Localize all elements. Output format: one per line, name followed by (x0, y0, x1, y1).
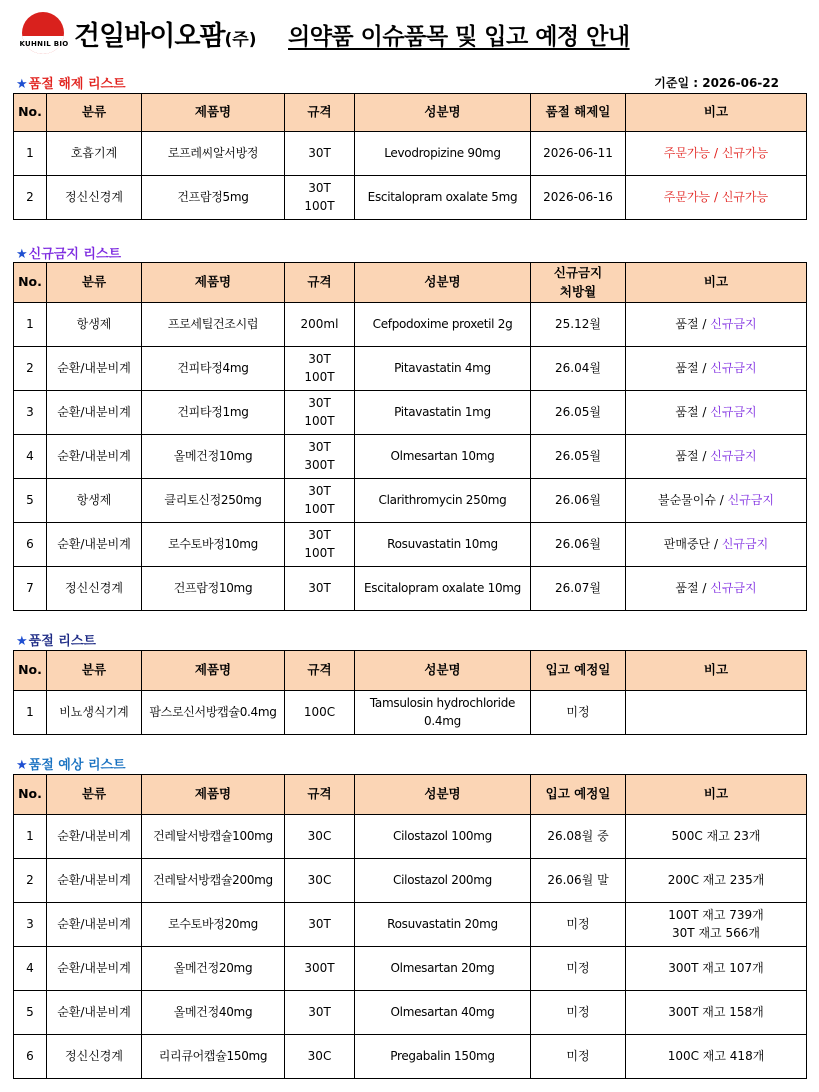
header-col-no: No. (14, 263, 47, 303)
col-spec-cell: 30T 100T (285, 479, 355, 523)
col-category-cell: 정신신경계 (47, 176, 142, 220)
col-no-cell: 6 (14, 1035, 47, 1079)
ban-table (13, 262, 807, 611)
col-no-cell: 3 (14, 391, 47, 435)
col-date-cell: 2026-06-11 (531, 132, 626, 176)
col-product-cell: 클리토신정250mg (142, 479, 285, 523)
section-title-ban: ★신규금지 리스트 (16, 247, 122, 262)
table-row (14, 303, 807, 347)
note-action: 신규금지 (710, 580, 757, 595)
header-col-no: No. (14, 651, 47, 691)
header-col-spec: 규격 (285, 263, 355, 303)
col-product-cell: 건피타정1mg (142, 391, 285, 435)
col-date-cell: 2026-06-16 (531, 176, 626, 220)
col-note-cell: 100T 재고 739개 30T 재고 566개 (626, 903, 807, 947)
header-col-product: 제품명 (142, 263, 285, 303)
note-status: 주문가능 (663, 189, 711, 204)
table-row (14, 523, 807, 567)
col-date-cell: 26.05월 (531, 435, 626, 479)
col-spec-cell: 30T (285, 991, 355, 1035)
table-header-row (14, 775, 807, 815)
col-ingredient-cell: Olmesartan 20mg (355, 947, 531, 991)
col-product-cell: 건프람정5mg (142, 176, 285, 220)
col-category-cell: 항생제 (47, 303, 142, 347)
header-col-ingredient: 성분명 (355, 263, 531, 303)
col-no-cell: 2 (14, 176, 47, 220)
col-category-cell: 항생제 (47, 479, 142, 523)
header-col-note: 비고 (626, 263, 807, 303)
note-separator: / (710, 145, 722, 160)
col-ingredient-cell: Pitavastatin 1mg (355, 391, 531, 435)
col-category-cell: 호흡기계 (47, 132, 142, 176)
note-status: 불순물이슈 (657, 492, 716, 507)
company-suffix: (주) (224, 30, 257, 50)
header-col-date: 품절 해제일 (531, 94, 626, 132)
col-spec-cell: 30T 100T (285, 523, 355, 567)
note-status: 주문가능 (663, 145, 711, 160)
col-note-cell (626, 479, 807, 523)
col-spec-cell: 30T 300T (285, 435, 355, 479)
col-date-cell: 26.06월 (531, 523, 626, 567)
section-title-expected: ★품절 예상 리스트 (16, 758, 126, 773)
col-ingredient-cell: Levodropizine 90mg (355, 132, 531, 176)
note-status: 품절 (675, 360, 699, 375)
col-ingredient-cell: Cefpodoxime proxetil 2g (355, 303, 531, 347)
col-note-cell: 300T 재고 107개 (626, 947, 807, 991)
col-category-cell: 순환/내분비계 (47, 947, 142, 991)
col-note-cell: 100C 재고 418개 (626, 1035, 807, 1079)
table-row (14, 176, 807, 220)
section-title-soldout: ★품절 리스트 (16, 634, 96, 649)
col-note-cell (626, 303, 807, 347)
note-separator: / (710, 189, 722, 204)
table-row (14, 947, 807, 991)
table-header-row (14, 263, 807, 303)
col-product-cell: 건레탈서방캡슐100mg (142, 815, 285, 859)
col-note-cell (626, 691, 807, 735)
col-category-cell: 순환/내분비계 (47, 523, 142, 567)
logo-subtext: KUHNIL BIO (19, 40, 69, 48)
col-product-cell: 올메건정10mg (142, 435, 285, 479)
col-category-cell: 순환/내분비계 (47, 903, 142, 947)
col-spec-cell: 300T (285, 947, 355, 991)
col-ingredient-cell: Cilostazol 100mg (355, 815, 531, 859)
note-separator: / (698, 316, 711, 331)
release-table (13, 93, 807, 220)
header-col-ingredient: 성분명 (355, 651, 531, 691)
note-separator: / (698, 448, 711, 463)
note-action: 신규금지 (721, 536, 769, 551)
header-col-note: 비고 (626, 94, 807, 132)
header-col-no: No. (14, 94, 47, 132)
col-no-cell: 2 (14, 347, 47, 391)
col-note-cell (626, 435, 807, 479)
note-action: 신규가능 (721, 189, 769, 204)
col-ingredient-cell: Olmesartan 10mg (355, 435, 531, 479)
col-date-cell: 26.06월 (531, 479, 626, 523)
header-col-note: 비고 (626, 775, 807, 815)
col-spec-cell: 30C (285, 859, 355, 903)
col-spec-cell: 30C (285, 815, 355, 859)
col-no-cell: 1 (14, 815, 47, 859)
col-ingredient-cell: Cilostazol 200mg (355, 859, 531, 903)
header-col-spec: 규격 (285, 651, 355, 691)
header-col-category: 분류 (47, 94, 142, 132)
star-icon: ★ (16, 634, 28, 649)
col-category-cell: 비뇨생식기계 (47, 691, 142, 735)
header-col-ingredient: 성분명 (355, 775, 531, 815)
company-name: 건일바이오팜(주) (74, 21, 257, 52)
col-category-cell: 순환/내분비계 (47, 815, 142, 859)
col-product-cell: 프로세틸건조시럽 (142, 303, 285, 347)
note-action: 신규금지 (710, 404, 757, 419)
col-note-cell: 500C 재고 23개 (626, 815, 807, 859)
header-col-spec: 규격 (285, 775, 355, 815)
note-separator: / (710, 536, 722, 551)
document-title: 의약품 이슈품목 및 입고 예정 안내 (288, 24, 630, 50)
header-col-date: 신규금지 처방월 (531, 263, 626, 303)
col-date-cell: 26.08월 중 (531, 815, 626, 859)
col-no-cell: 1 (14, 132, 47, 176)
col-no-cell: 5 (14, 991, 47, 1035)
col-date-cell: 미정 (531, 691, 626, 735)
header-col-note: 비고 (626, 651, 807, 691)
col-note-cell (626, 523, 807, 567)
col-date-cell: 미정 (531, 903, 626, 947)
col-product-cell: 로프레씨알서방정 (142, 132, 285, 176)
col-no-cell: 7 (14, 567, 47, 611)
col-product-cell: 올메건정20mg (142, 947, 285, 991)
table-row (14, 391, 807, 435)
col-product-cell: 팜스로신서방캡슐0.4mg (142, 691, 285, 735)
note-action: 신규금지 (710, 448, 757, 463)
col-date-cell: 25.12월 (531, 303, 626, 347)
col-ingredient-cell: Pitavastatin 4mg (355, 347, 531, 391)
col-note-cell (626, 391, 807, 435)
col-ingredient-cell: Pregabalin 150mg (355, 1035, 531, 1079)
star-icon: ★ (16, 77, 28, 92)
col-product-cell: 건프람정10mg (142, 567, 285, 611)
col-category-cell: 정신신경계 (47, 567, 142, 611)
col-ingredient-cell: Rosuvastatin 20mg (355, 903, 531, 947)
base-date: 기준일 : 2026-06-22 (654, 76, 779, 90)
header-col-category: 분류 (47, 651, 142, 691)
table-row (14, 991, 807, 1035)
table-header-row (14, 94, 807, 132)
col-product-cell: 올메건정40mg (142, 991, 285, 1035)
col-no-cell: 4 (14, 435, 47, 479)
table-row (14, 691, 807, 735)
col-spec-cell: 30C (285, 1035, 355, 1079)
col-ingredient-cell: Escitalopram oxalate 5mg (355, 176, 531, 220)
col-spec-cell: 200ml (285, 303, 355, 347)
col-category-cell: 순환/내분비계 (47, 391, 142, 435)
header-col-ingredient: 성분명 (355, 94, 531, 132)
note-status: 품절 (675, 580, 699, 595)
col-spec-cell: 30T 100T (285, 391, 355, 435)
table-row (14, 815, 807, 859)
note-separator: / (698, 360, 711, 375)
header-col-category: 분류 (47, 263, 142, 303)
col-date-cell: 26.05월 (531, 391, 626, 435)
col-date-cell: 26.04월 (531, 347, 626, 391)
soldout-table (13, 650, 807, 735)
col-ingredient-cell: Olmesartan 40mg (355, 991, 531, 1035)
header-col-spec: 규격 (285, 94, 355, 132)
col-spec-cell: 30T (285, 903, 355, 947)
col-category-cell: 순환/내분비계 (47, 859, 142, 903)
col-spec-cell: 30T (285, 567, 355, 611)
col-date-cell: 미정 (531, 947, 626, 991)
col-product-cell: 로수토바정10mg (142, 523, 285, 567)
col-note-cell: 200C 재고 235개 (626, 859, 807, 903)
col-ingredient-cell: Escitalopram oxalate 10mg (355, 567, 531, 611)
note-separator: / (698, 580, 711, 595)
table-row (14, 479, 807, 523)
table-row (14, 435, 807, 479)
header-col-product: 제품명 (142, 775, 285, 815)
table-row (14, 859, 807, 903)
col-product-cell: 리리큐어캡슐150mg (142, 1035, 285, 1079)
col-product-cell: 건레탈서방캡슐200mg (142, 859, 285, 903)
document-header (16, 10, 806, 54)
table-row (14, 347, 807, 391)
col-ingredient-cell: Tamsulosin hydrochloride 0.4mg (355, 691, 531, 735)
note-separator: / (698, 404, 711, 419)
header-col-product: 제품명 (142, 94, 285, 132)
col-no-cell: 2 (14, 859, 47, 903)
col-category-cell: 순환/내분비계 (47, 347, 142, 391)
note-action: 신규금지 (710, 316, 757, 331)
note-status: 품절 (675, 448, 699, 463)
star-icon: ★ (16, 247, 28, 262)
table-row (14, 903, 807, 947)
col-note-cell (626, 567, 807, 611)
header-col-no: No. (14, 775, 47, 815)
col-category-cell: 정신신경계 (47, 1035, 142, 1079)
col-note-cell (626, 132, 807, 176)
col-spec-cell: 30T 100T (285, 347, 355, 391)
header-col-date: 입고 예정일 (531, 775, 626, 815)
col-date-cell: 미정 (531, 1035, 626, 1079)
col-ingredient-cell: Rosuvastatin 10mg (355, 523, 531, 567)
header-col-product: 제품명 (142, 651, 285, 691)
col-category-cell: 순환/내분비계 (47, 991, 142, 1035)
col-ingredient-cell: Clarithromycin 250mg (355, 479, 531, 523)
col-no-cell: 3 (14, 903, 47, 947)
col-product-cell: 건피타정4mg (142, 347, 285, 391)
note-action: 신규금지 (727, 492, 774, 507)
note-separator: / (715, 492, 728, 507)
note-action: 신규가능 (721, 145, 769, 160)
col-date-cell: 미정 (531, 991, 626, 1035)
col-no-cell: 4 (14, 947, 47, 991)
section-title-release: ★품절 해제 리스트 (16, 77, 126, 92)
col-spec-cell: 30T 100T (285, 176, 355, 220)
col-category-cell: 순환/내분비계 (47, 435, 142, 479)
table-header-row (14, 651, 807, 691)
col-note-cell (626, 347, 807, 391)
expected-table (13, 774, 807, 1079)
col-no-cell: 1 (14, 691, 47, 735)
header-col-category: 분류 (47, 775, 142, 815)
col-spec-cell: 30T (285, 132, 355, 176)
note-status: 품절 (675, 404, 699, 419)
col-note-cell (626, 176, 807, 220)
star-icon: ★ (16, 758, 28, 773)
col-no-cell: 1 (14, 303, 47, 347)
col-spec-cell: 100C (285, 691, 355, 735)
table-row (14, 132, 807, 176)
col-no-cell: 6 (14, 523, 47, 567)
col-product-cell: 로수토바정20mg (142, 903, 285, 947)
table-row (14, 1035, 807, 1079)
note-action: 신규금지 (710, 360, 757, 375)
table-row (14, 567, 807, 611)
col-date-cell: 26.07월 (531, 567, 626, 611)
note-status: 품절 (675, 316, 699, 331)
col-no-cell: 5 (14, 479, 47, 523)
note-status: 판매중단 (663, 536, 711, 551)
header-col-date: 입고 예정일 (531, 651, 626, 691)
company-logo (16, 12, 72, 54)
col-date-cell: 26.06월 말 (531, 859, 626, 903)
col-note-cell: 300T 재고 158개 (626, 991, 807, 1035)
